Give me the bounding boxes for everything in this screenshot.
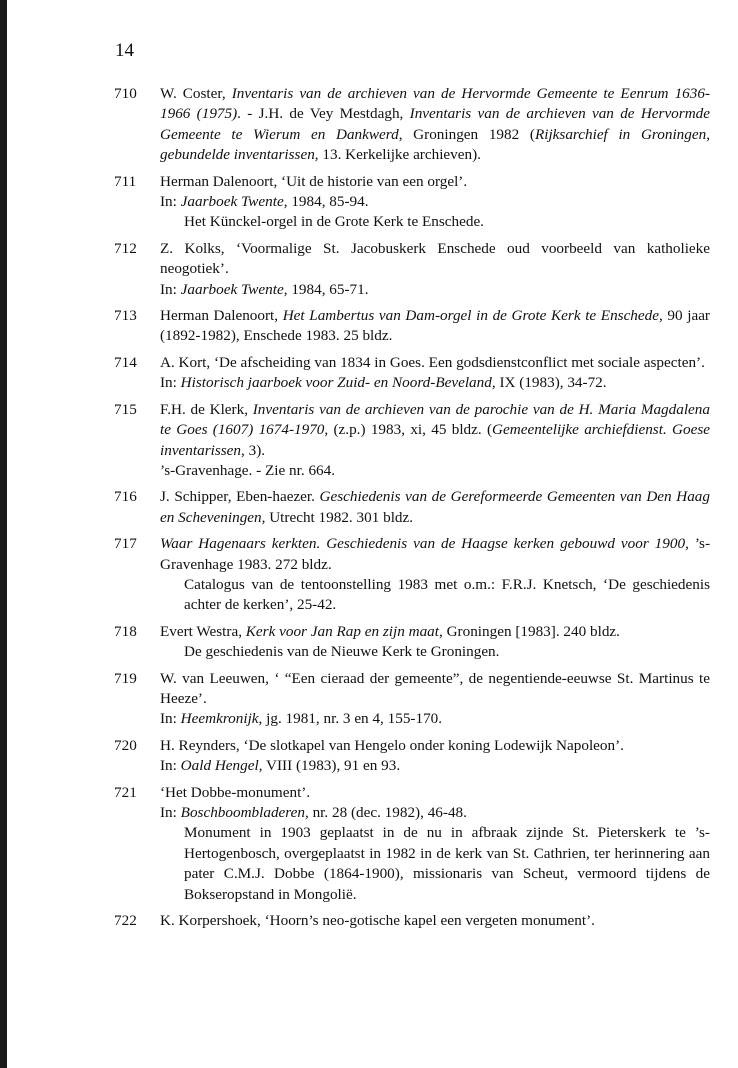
text-segment: In:	[160, 374, 181, 392]
entry-citation	[160, 534, 710, 575]
entry-number: 720	[114, 736, 137, 754]
italic-title: Het Lambertus van Dam-orgel in de Grote Kerk te Enschede	[282, 307, 659, 325]
bibliography-entry	[0, 239, 738, 300]
entry-source	[160, 756, 710, 776]
text-segment: In:	[160, 757, 181, 775]
italic-title: Kerk voor Jan Rap en zijn maat	[245, 622, 439, 640]
italic-title: Geschiedenis van de Gereformeerde Gemeenten van Den Haag en Scheveningen	[160, 488, 710, 526]
entry-number: 715	[114, 400, 137, 418]
text-segment: J. Schipper, Eben-haezer.	[160, 488, 320, 506]
entry-body	[160, 736, 710, 777]
entry-citation	[160, 669, 710, 710]
entry-body	[160, 306, 710, 347]
bibliography-entry	[0, 353, 738, 394]
italic-title: Historisch jaarboek voor Zuid- en Noord-Beveland	[180, 374, 492, 392]
entry-annotation	[160, 575, 710, 616]
text-segment: . - J.H. de Vey Mestdagh,	[237, 105, 410, 123]
entry-cross-reference	[160, 461, 710, 481]
entry-body	[160, 353, 710, 394]
entry-number: 712	[114, 239, 137, 257]
text-segment: In:	[160, 804, 181, 821]
italic-title: Jaarboek Twente	[180, 193, 284, 211]
text-segment: , 90 jaar (1892-1982), Enschede 1983. 25 bldz.	[160, 307, 710, 345]
entry-annotation	[160, 823, 710, 905]
entry-source	[160, 192, 710, 212]
text-segment: , 1984, 85-94.	[283, 193, 369, 211]
entry-number: 714	[114, 353, 137, 371]
entry-source	[160, 373, 710, 393]
bibliography-entry	[0, 622, 738, 663]
entry-number: 711	[114, 172, 137, 190]
entry-citation	[160, 239, 710, 280]
italic-title: Boschboombladeren	[180, 804, 305, 821]
text-segment: Evert Westra,	[160, 622, 246, 640]
text-segment: , nr. 28 (dec. 1982), 46-48.	[304, 804, 467, 821]
text-segment: , (z.p.) 1983, xi, 45 bldz. (	[324, 421, 493, 439]
text-segment: De geschiedenis van de Nieuwe Kerk te Groningen.	[184, 643, 500, 661]
entry-citation	[160, 911, 710, 931]
italic-title: Gemeentelijke archiefdienst. Goese inventarissen	[160, 421, 710, 459]
entry-number: 716	[114, 488, 137, 506]
bibliography-entry	[0, 400, 738, 482]
entry-body	[160, 783, 710, 905]
text-segment: , IX (1983), 34-72.	[491, 374, 607, 392]
text-segment: Herman Dalenoort,	[160, 307, 283, 325]
entry-body	[160, 239, 710, 300]
text-segment: W. van Leeuwen, ‘ “Een cieraad der gemeente”, de negentiende-eeuwse St. Martinus te Heeze’.	[160, 669, 710, 707]
text-segment: Herman Dalenoort, ‘Uit de historie van een orgel’.	[160, 172, 468, 190]
entry-body	[160, 487, 710, 528]
bibliography-entry	[0, 306, 738, 347]
bibliography-entry	[0, 911, 738, 931]
text-segment: , Utrecht 1982. 301 bldz.	[261, 508, 414, 526]
page-number: 14	[115, 40, 134, 61]
text-segment: A. Kort, ‘De afscheiding van 1834 in Goes. Een godsdienstconflict met sociale aspecten’.	[160, 353, 705, 371]
text-segment: H. Reynders, ‘De slotkapel van Hengelo onder koning Lodewijk Napoleon’.	[160, 736, 624, 754]
entry-number: 718	[114, 622, 137, 640]
text-segment: , Groningen 1982 (	[398, 125, 535, 143]
italic-title: Inventaris van de archieven van de Hervormde Gemeente te Wierum en Dankwerd	[160, 105, 710, 143]
text-segment: Het Künckel-orgel in de Grote Kerk te Enschede.	[184, 213, 484, 231]
entry-source	[160, 803, 710, 823]
text-segment: , 3).	[241, 441, 266, 459]
entry-number: 710	[114, 85, 137, 102]
italic-title: Oald Hengel	[180, 757, 259, 775]
bibliography-list	[0, 84, 738, 937]
entry-number: 721	[114, 783, 137, 801]
entry-annotation	[160, 212, 710, 232]
bibliography-entry	[0, 172, 738, 233]
italic-title: Rijksarchief in Groningen, gebundelde inventarissen	[160, 125, 710, 164]
text-segment: In:	[160, 710, 181, 728]
bibliography-entry	[0, 783, 738, 905]
entry-body	[160, 669, 710, 730]
entry-body	[160, 172, 710, 233]
bibliography-entry	[0, 487, 738, 528]
text-segment: In:	[160, 280, 181, 298]
italic-title: Heemkronijk	[180, 710, 259, 728]
text-segment: , ’s-Gravenhage 1983. 272 bldz.	[160, 535, 711, 573]
italic-title: Inventaris van de archieven van de Hervormde Gemeente te Eenrum 1636-1966 (1975)	[160, 85, 710, 123]
entry-citation	[160, 353, 710, 373]
text-segment: , VIII (1983), 91 en 93.	[258, 757, 401, 775]
entry-number: 717	[114, 535, 137, 553]
italic-title: Jaarboek Twente	[180, 280, 284, 298]
text-segment: K. Korpershoek, ‘Hoorn’s neo-gotische kapel een vergeten monument’.	[160, 912, 595, 930]
entry-number: 722	[114, 912, 137, 930]
entry-source	[160, 709, 710, 729]
entry-annotation	[160, 642, 710, 662]
text-segment: Z. Kolks, ‘Voormalige St. Jacobuskerk Enschede oud voorbeeld van katholieke neogotiek’.	[160, 239, 710, 278]
entry-citation	[160, 172, 710, 192]
entry-body	[160, 400, 710, 482]
text-segment: ’s-Gravenhage. - Zie nr. 664.	[160, 461, 336, 479]
text-segment: W. Coster,	[160, 85, 232, 102]
entry-citation	[160, 487, 710, 528]
text-segment: ‘Het Dobbe-monument’.	[160, 783, 311, 801]
text-segment: F.H. de Klerk,	[160, 400, 253, 418]
entry-body	[160, 622, 710, 663]
entry-citation	[160, 783, 710, 803]
entry-citation	[160, 622, 710, 642]
italic-title: Waar Hagenaars kerkten. Geschiedenis van de Haagse kerken gebouwd voor 1900	[160, 535, 686, 553]
entry-source	[160, 280, 710, 300]
entry-citation	[160, 306, 710, 347]
text-segment: , 1984, 65-71.	[283, 280, 369, 298]
entry-number: 719	[114, 669, 137, 687]
text-segment: Monument in 1903 geplaatst in de nu in afbraak zijnde St. Pieterskerk te ’s-Hertogenbosch, overgeplaatst in 1982 in de kerk van St. Cathrien, ter herinnering aan pater C.M.J. Dobbe (1864-1900), missionaris van Scheut, vermoord tijdens de Bokseropstand in Mongolië.	[184, 824, 710, 903]
entry-body	[160, 534, 710, 616]
italic-title: Inventaris van de archieven van de parochie van de H. Maria Magdalena te Goes (1607) 1674-1970	[160, 400, 710, 439]
entry-body	[160, 911, 710, 931]
bibliography-entry	[0, 669, 738, 730]
text-segment: In:	[160, 193, 181, 211]
entry-number: 713	[114, 307, 137, 325]
entry-citation	[160, 400, 710, 461]
entry-citation	[160, 84, 710, 166]
text-segment: , jg. 1981, nr. 3 en 4, 155-170.	[258, 710, 443, 728]
bibliography-entry	[0, 736, 738, 777]
entry-body	[160, 84, 710, 166]
text-segment: Catalogus van de tentoonstelling 1983 met o.m.: F.R.J. Knetsch, ‘De geschiedenis achter de kerken’, 25-42.	[184, 575, 710, 614]
text-segment: , 13. Kerkelijke archieven).	[314, 146, 481, 164]
entry-citation	[160, 736, 710, 756]
bibliography-entry	[0, 84, 738, 166]
bibliography-entry	[0, 534, 738, 616]
text-segment: , Groningen [1983]. 240 bldz.	[439, 622, 620, 640]
